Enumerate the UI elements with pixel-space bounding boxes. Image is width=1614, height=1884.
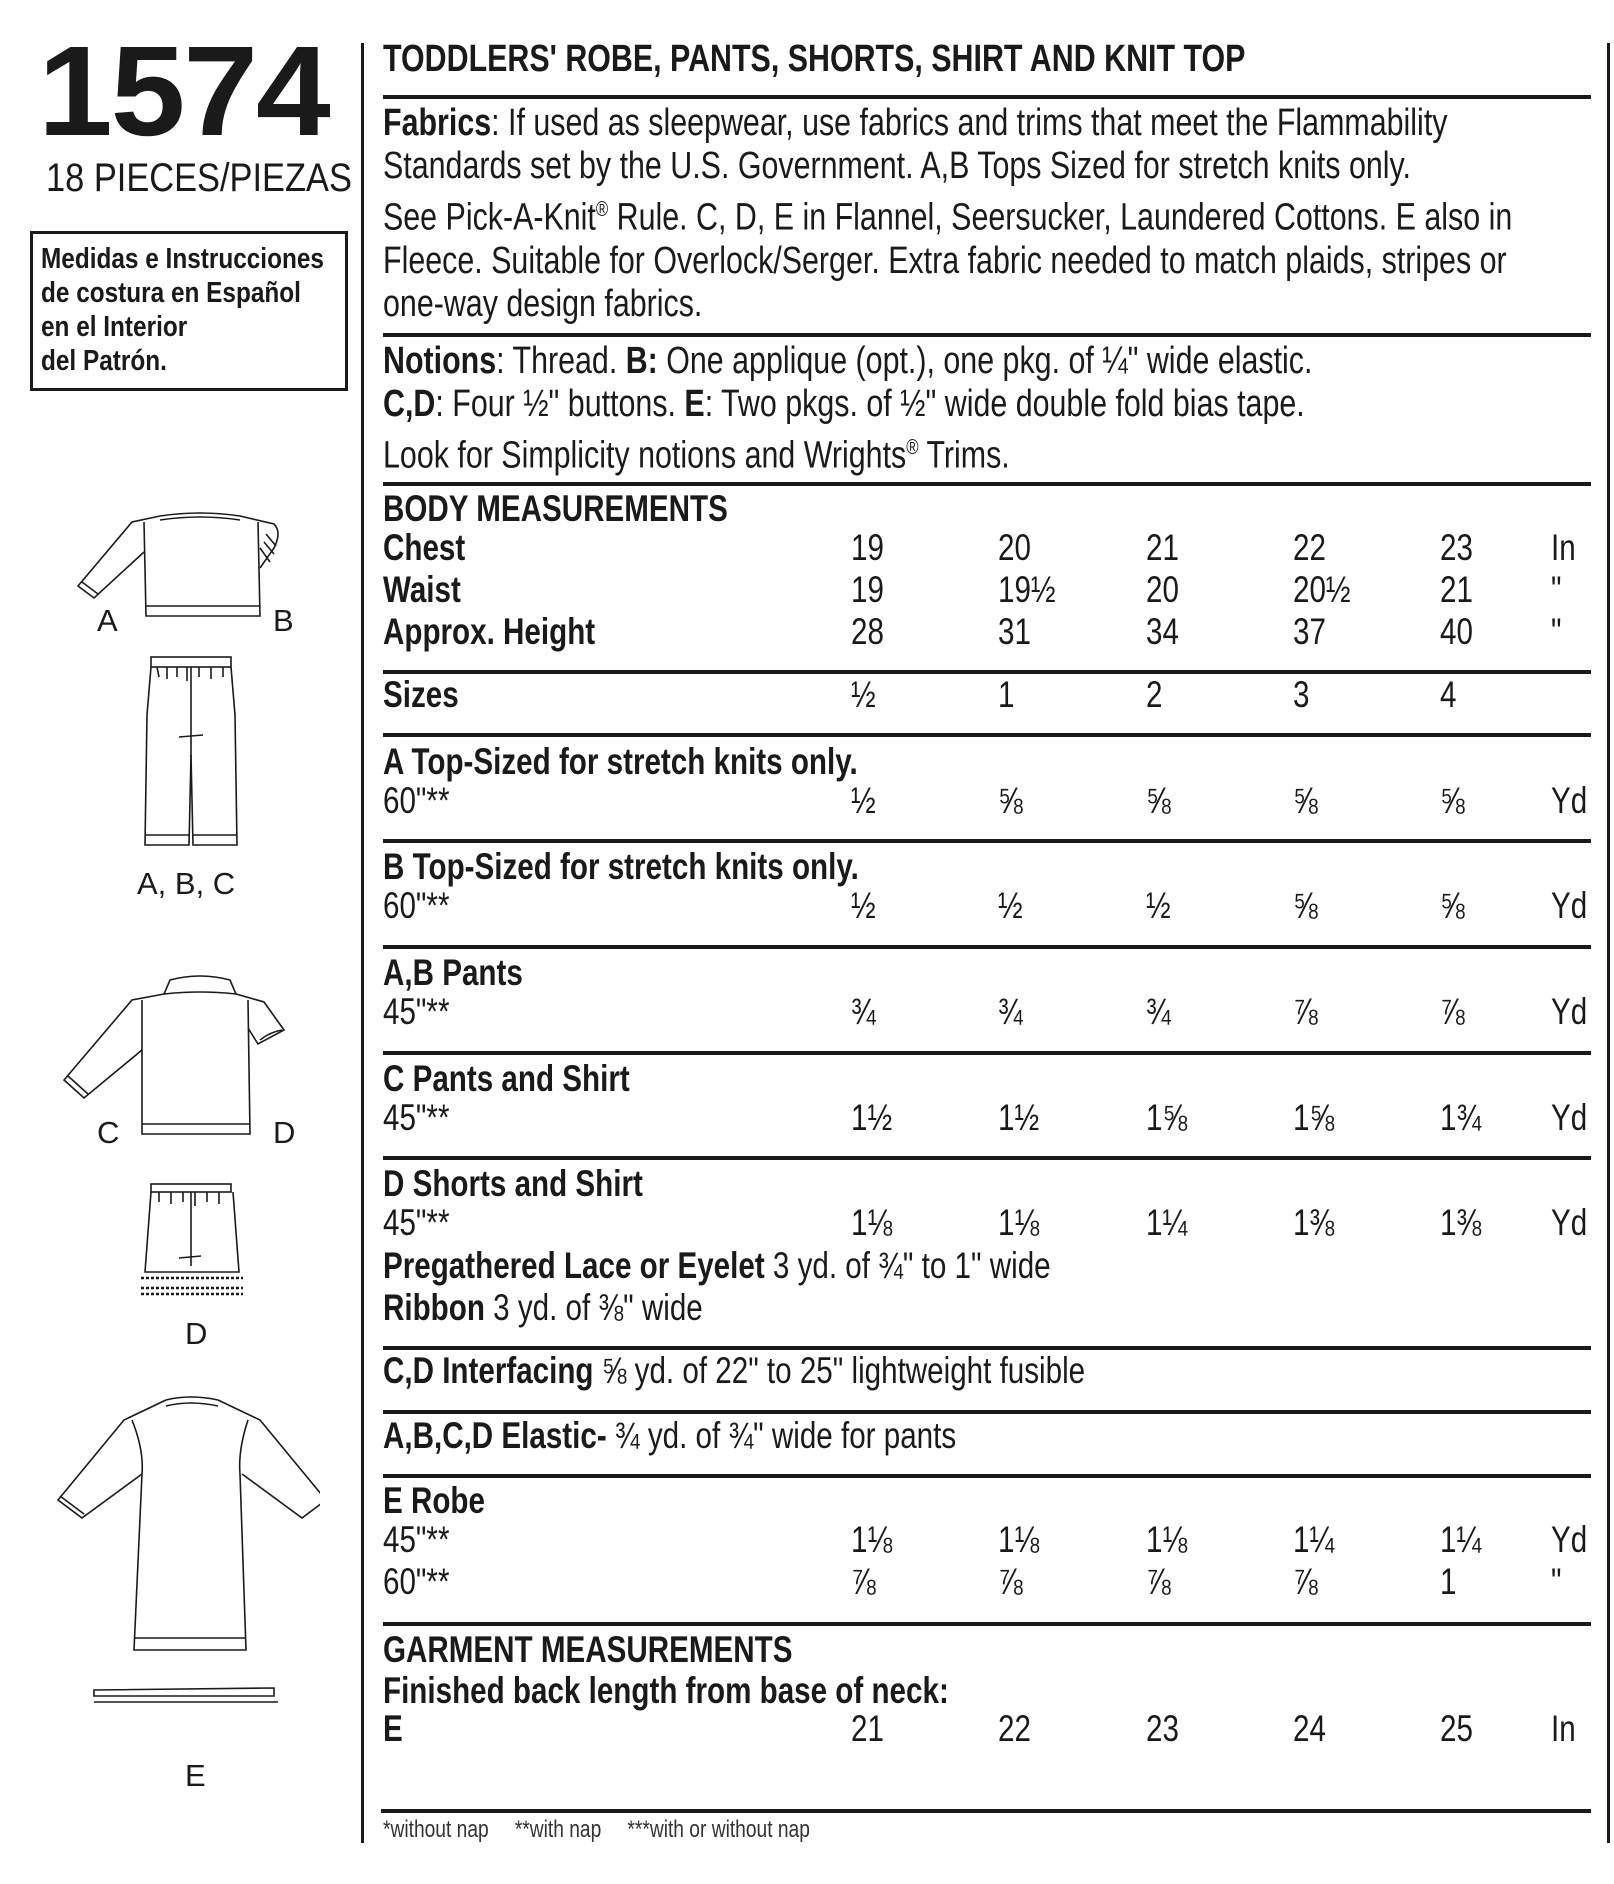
garment-measurements-heading: GARMENT MEASUREMENTS [383, 1629, 793, 1670]
figure-label-c: C [97, 1115, 120, 1150]
yardage-row: 60"** ½ ½ ½ ⅝ ⅝ Yd [383, 885, 1588, 926]
body-measurements-heading: BODY MEASUREMENTS [383, 488, 728, 529]
page-title: TODDLERS' ROBE, PANTS, SHORTS, SHIRT AND KNIT TOP [383, 38, 1246, 80]
footnote-with-or-without-nap: ***with or without nap [627, 1816, 810, 1843]
figure-label-b: B [273, 603, 294, 638]
divider-rule [383, 945, 1591, 949]
spanish-note-line: en el Interior [41, 311, 188, 343]
yardage-row: 45"** ¾ ¾ ¾ ⅞ ⅞ Yd [383, 991, 1588, 1032]
yardage-heading-c: C Pants and Shirt [383, 1058, 630, 1099]
measurement-row-chest: Chest 19 20 21 22 23 In [383, 527, 1576, 568]
measurement-row-waist: Waist 19 19½ 20 20½ 21 " [383, 569, 1562, 610]
yardage-row: 45"** 1⅛ 1⅛ 1⅛ 1¼ 1¼ Yd [383, 1519, 1588, 1560]
yardage-heading-b-top: B Top-Sized for stretch knits only. [383, 846, 859, 887]
yardage-row: 60"** ½ ⅝ ⅝ ⅝ ⅝ Yd [383, 780, 1588, 821]
lace-note: Pregathered Lace or Eyelet 3 yd. of ¾" to 1" wide [383, 1245, 1051, 1286]
fabrics-label: Fabrics [383, 102, 492, 144]
pants-illustration-icon [135, 655, 255, 855]
divider-rule [383, 839, 1591, 843]
yardage-heading-e-robe: E Robe [383, 1480, 485, 1521]
column-divider [361, 43, 364, 1843]
divider-rule [383, 1474, 1591, 1478]
footnotes [383, 1818, 831, 1842]
top-illustration-icon [60, 488, 300, 628]
divider-rule [383, 1156, 1591, 1160]
shorts-illustration-icon [135, 1182, 255, 1302]
figure-label-d-shorts: D [185, 1316, 208, 1351]
spanish-instructions-note [30, 231, 348, 391]
figure-label-abc: A, B, C [137, 866, 236, 901]
elastic-note: A,B,C,D Elastic- ¾ yd. of ¾" wide for pants [383, 1415, 957, 1456]
fabrics-paragraph: Fabrics: If used as sleepwear, use fabrics and trims that meet the Flammability Standards set by the U.S. Government. A,B Tops Sized for stretch knits only. See Pick-A-Knit® Rule. C, D, E in Flannel, Seersucker, Laundered Cottons. E also in Fleece. Suitable for Overlock/Serger. Extra fabric needed to match plaids, stripes or one-way design fabrics. [383, 102, 1513, 325]
measurement-row-height: Approx. Height 28 31 34 37 40 " [383, 611, 1562, 652]
pieces-count: 18 PIECES/PIEZAS [46, 156, 352, 200]
garment-row-e: E 21 22 23 24 25 In [383, 1708, 1576, 1749]
spanish-note-line: Medidas e Instrucciones [41, 243, 324, 275]
pattern-number: 1574 [38, 20, 329, 163]
spanish-note-line: de costura en Español [41, 277, 301, 309]
divider-rule [383, 333, 1591, 337]
divider-rule [383, 482, 1591, 486]
figure-label-d: D [273, 1115, 296, 1150]
yardage-heading-ab-pants: A,B Pants [383, 952, 523, 993]
yardage-row: 45"** 1⅛ 1⅛ 1¼ 1⅜ 1⅜ Yd [383, 1202, 1588, 1243]
yardage-row: 60"** ⅞ ⅞ ⅞ ⅞ 1 " [383, 1561, 1562, 1602]
figure-label-a: A [97, 603, 118, 638]
shirt-illustration-icon [60, 970, 300, 1140]
robe-illustration-icon [50, 1390, 320, 1720]
footnote-with-nap: **with nap [514, 1816, 602, 1843]
divider-rule [381, 1809, 1591, 1813]
spanish-note-line: del Patrón. [41, 345, 167, 377]
notions-paragraph: Notions: Thread. B: One applique (opt.), one pkg. of ¼" wide elastic. C,D: Four ½" buttons. E: Two pkgs. of ½" wide double fold bias tape. Look for Simplicity notions and Wrights® Trims. [383, 340, 1313, 477]
divider-rule [383, 1622, 1591, 1626]
figure-label-e: E [185, 1758, 206, 1793]
garment-measurements-subheading: Finished back length from base of neck: [383, 1670, 949, 1711]
interfacing-note: C,D Interfacing ⅝ yd. of 22" to 25" lightweight fusible [383, 1350, 1086, 1391]
sizes-row: Sizes ½ 1 2 3 4 [383, 674, 1457, 715]
divider-rule [383, 1051, 1591, 1055]
yardage-row: 45"** 1½ 1½ 1⅝ 1⅝ 1¾ Yd [383, 1097, 1588, 1138]
footnote-without-nap: *without nap [383, 1816, 489, 1843]
divider-rule [383, 1410, 1591, 1414]
ribbon-note: Ribbon 3 yd. of ⅜" wide [383, 1287, 703, 1328]
yardage-heading-d: D Shorts and Shirt [383, 1163, 643, 1204]
divider-rule [383, 95, 1591, 99]
right-border [1607, 43, 1610, 1843]
yardage-heading-a-top: A Top-Sized for stretch knits only. [383, 741, 858, 782]
divider-rule [383, 733, 1591, 737]
